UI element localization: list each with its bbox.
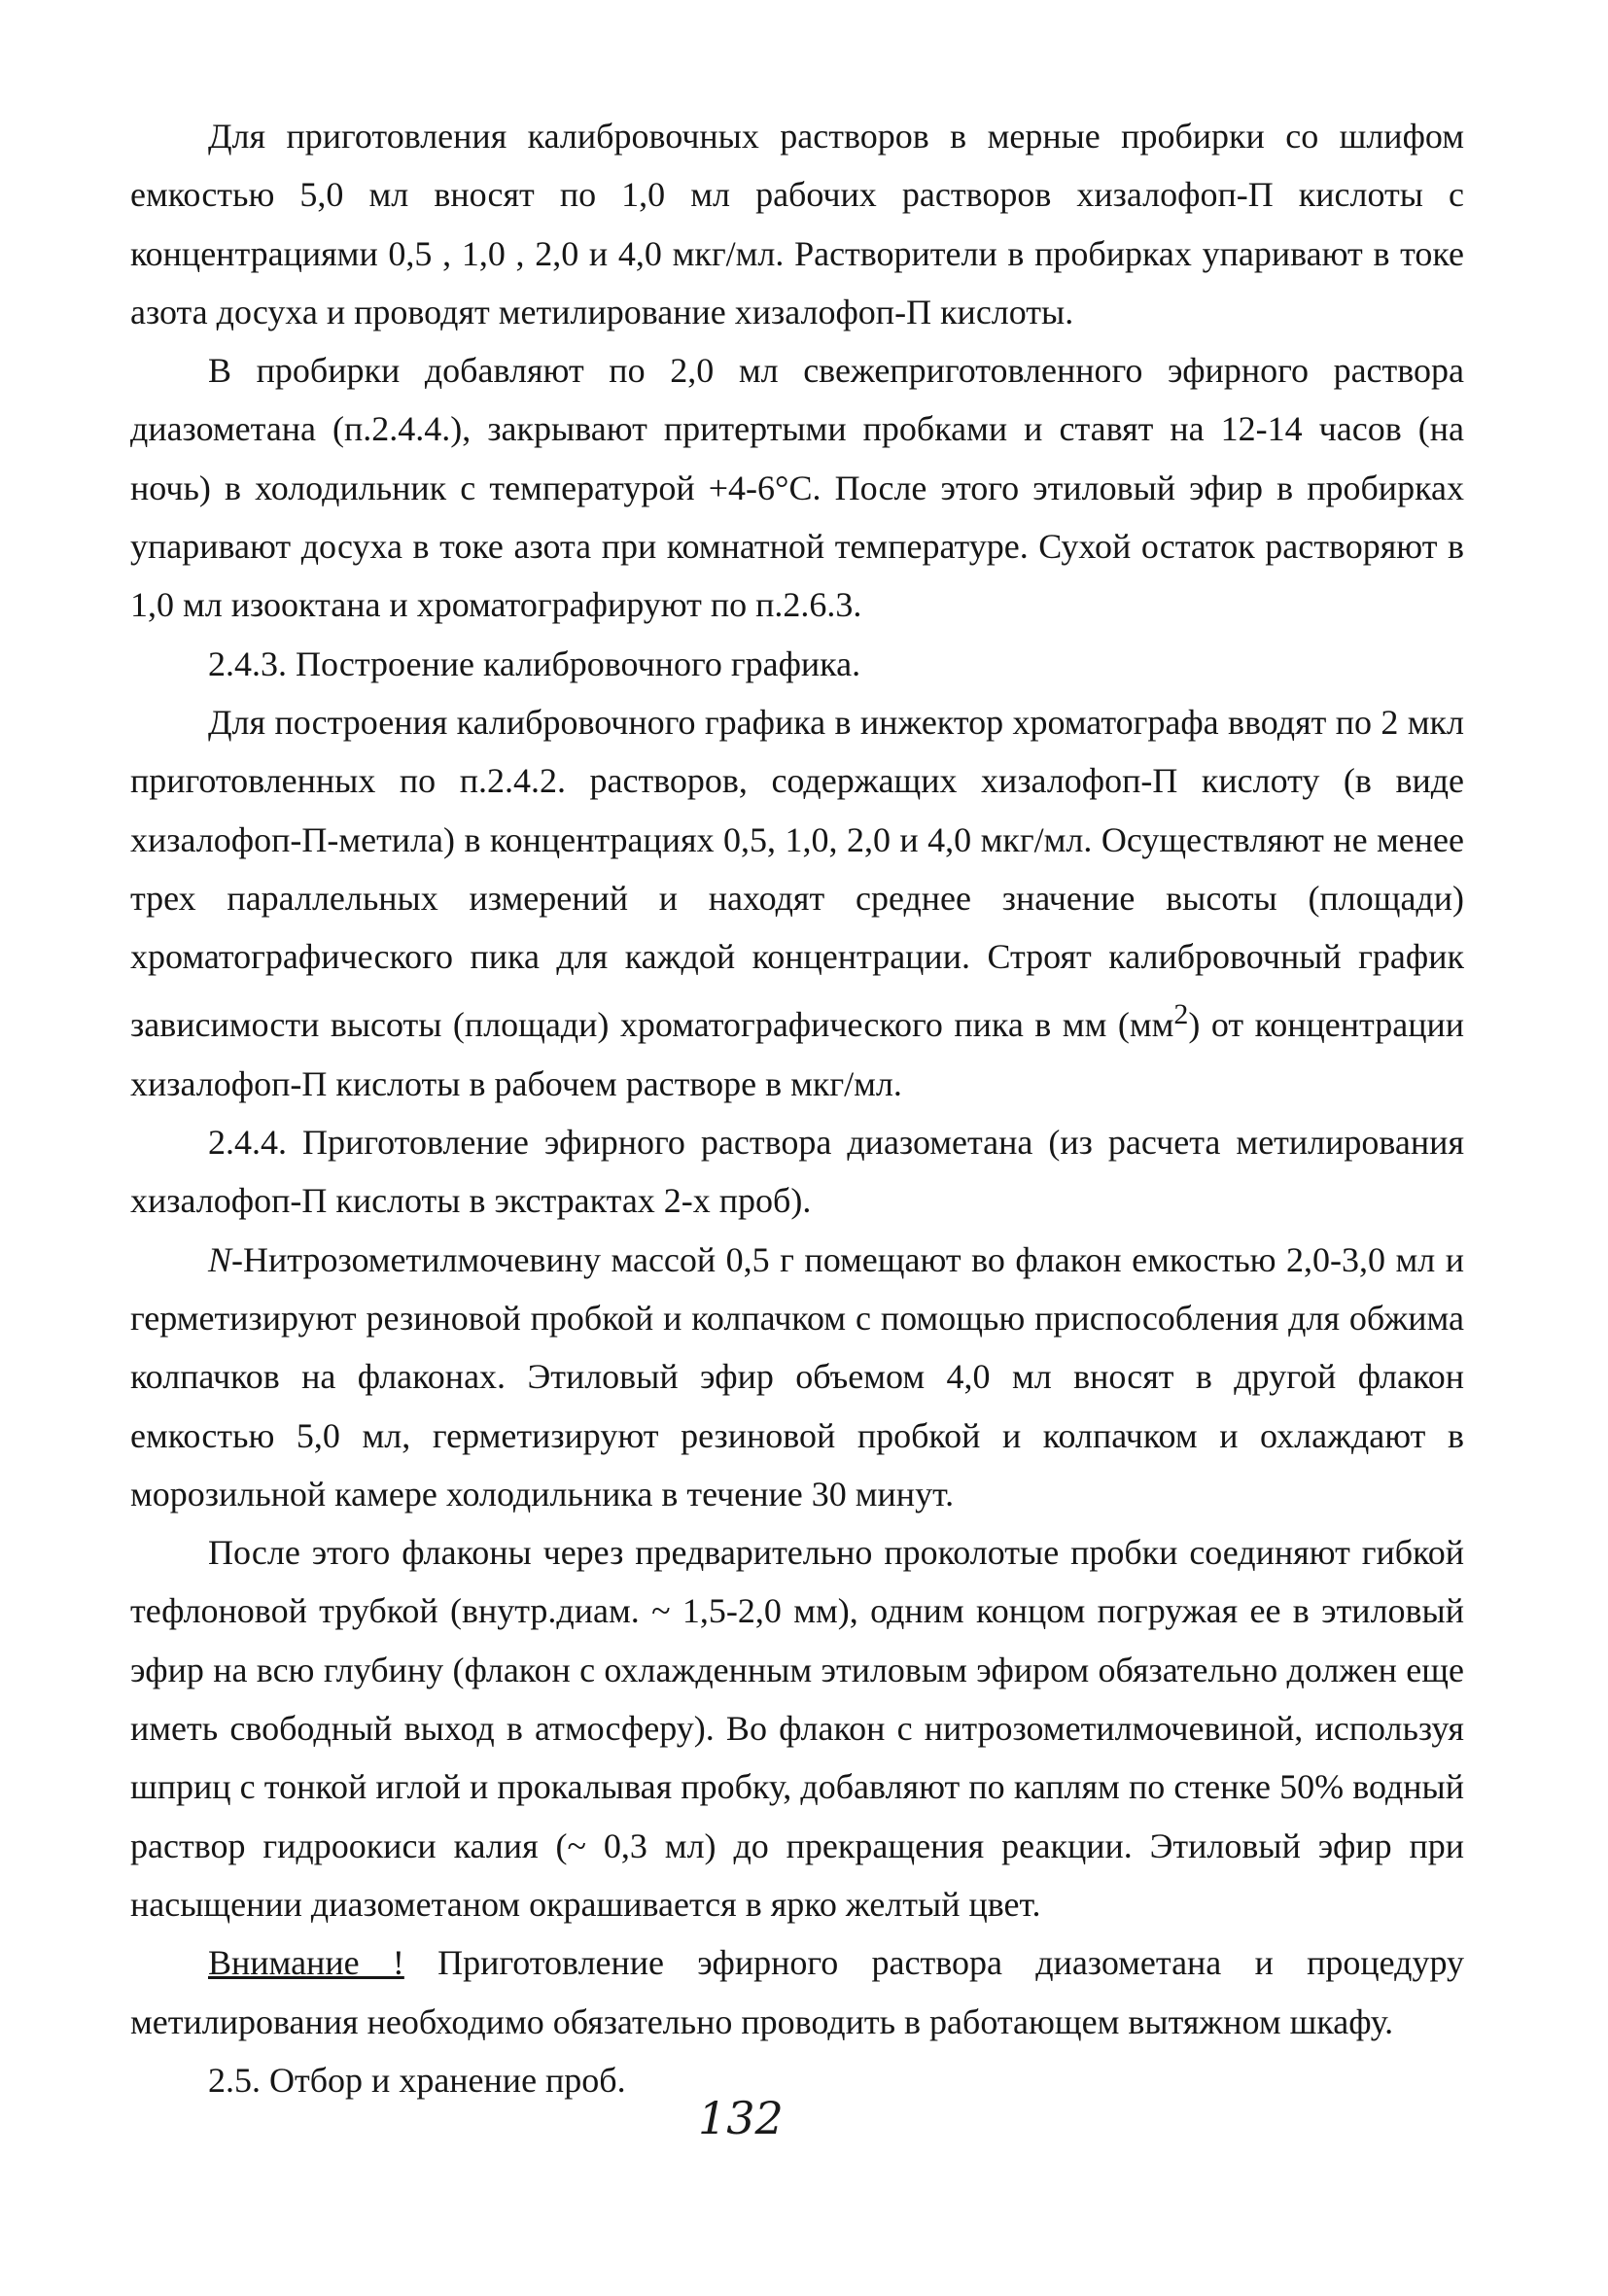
- section-heading-2-4-4: 2.4.4. Приготовление эфирного раствора диазометана (из расчета метилирования хизалофоп-П кислоты в экстрактах 2-х проб).: [130, 1123, 1464, 1221]
- section-heading-2-4-3: 2.4.3. Построение калибровочного графика.: [208, 644, 861, 683]
- paragraph-nitrosomethylurea: [130, 1231, 1464, 1523]
- paragraph-methylation: В пробирки добавляют по 2,0 мл свежеприготовленного эфирного раствора диазометана (п.2.4.4.), закрывают притертыми пробками и ставят на 12-14 часов (на ночь) в холодильник с температурой +4-6°С. После этого этиловый эфир в пробирках упаривают досуха в токе азота при комнатной температуре. Сухой остаток растворяют в 1,0 мл изооктана и хроматографируют по п.2.6.3.: [130, 351, 1464, 625]
- paragraph-flask-connection: После этого флаконы через предварительно проколотые пробки соединяют гибкой тефлоновой трубкой (внутр.диам. ~ 1,5-2,0 мм), одним концом погружая ее в этиловый эфир на всю глубину (флакон с охлажденным этиловым эфиром обязательно должен еще иметь свободный выход в атмосферу). Во флакон с нитрозометилмочевиной, используя шприц с тонкой иглой и прокалывая пробку, добавляют по каплям по стенке 50% водный раствор гидроокиси калия (~ 0,3 мл) до прекращения реакции. Этиловый эфир при насыщении диазометаном окрашивается в ярко желтый цвет.: [130, 1533, 1464, 1924]
- page-number: 132: [698, 2092, 784, 2144]
- paragraph-calibration-graph-text: Для построения калибровочного графика в инжектор хроматографа вводят по 2 мкл приготовленных по п.2.4.2. растворов, содержащих хизалофоп-П кислоту (в виде хизалофоп-П-метила) в концентрациях 0,5, 1,0, 2,0 и 4,0 мкг/мл. Осуществляют не менее трех параллельных измерений и находят среднее значение высоты (площади) хроматографического пика для каждой концентрации. Строят калибровочный график зависимости высоты (площади) хроматографического пика в мм (мм: [130, 702, 1464, 1045]
- superscript-two: 2: [1173, 998, 1189, 1031]
- warning-text: Приготовление эфирного раствора диазометана и процедуру метилирования необходимо обязательно проводить в работающем вытяжном шкафу.: [130, 1943, 1464, 2041]
- italic-n: N: [208, 1239, 232, 1279]
- document-body: [130, 107, 1464, 2109]
- paragraph-nitrosomethylurea-text: -Нитрозометилмочевину массой 0,5 г помещают во флакон емкостью 2,0-3,0 мл и герметизируют резиновой пробкой и колпачком с помощью приспособления для обжима колпачков на флаконах. Этиловый эфир объемом 4,0 мл вносят в другой флакон емкостью 5,0 мл, герметизируют резиновой пробкой и колпачком и охлаждают в морозильной камере холодильника в течение 30 минут.: [130, 1239, 1464, 1513]
- paragraph-calibration-solutions: Для приготовления калибровочных растворов в мерные пробирки со шлифом емкостью 5,0 мл вносят по 1,0 мл рабочих растворов хизалофоп-П кислоты с концентрациями 0,5 , 1,0 , 2,0 и 4,0 мкг/мл. Растворители в пробирках упаривают в токе азота досуха и проводят метилирование хизалофоп-П кислоты.: [130, 117, 1464, 331]
- paragraph-calibration-graph-tail: ) от концентрации хизалофоп-П кислоты в рабочем растворе в мкг/мл.: [130, 1005, 1464, 1103]
- section-heading-2-5: 2.5. Отбор и хранение проб.: [208, 2060, 626, 2100]
- paragraph-calibration-graph: [130, 693, 1464, 1113]
- warning-label: Внимание !: [208, 1943, 404, 1983]
- paragraph-warning: [130, 1933, 1464, 2051]
